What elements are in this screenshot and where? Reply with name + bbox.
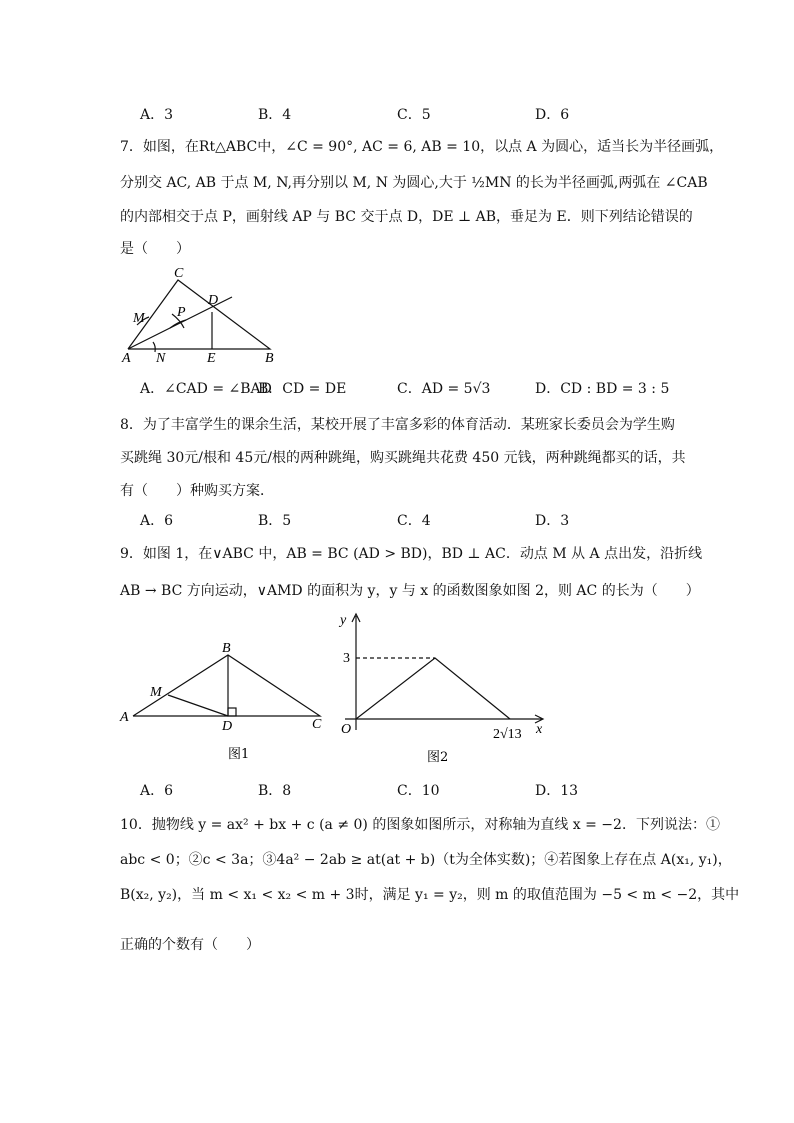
q8-option-d: D．3	[535, 513, 570, 529]
q6-option-c: C．5	[397, 107, 431, 123]
q8-line: 买跳绳 30元/根和 45元/根的两种跳绳，购买跳绳共花费 450 元钱，两种跳绳都买的话，共	[120, 450, 686, 466]
q10-line: 正确的个数有（ ）	[120, 937, 260, 953]
q9-line: 9．如图 1，在∨ABC 中，AB = BC (AD > BD)，BD ⊥ AC．动点 M 从 A 点出发，沿折线	[120, 546, 703, 562]
fig2-label-2root13: 2√13	[493, 727, 522, 742]
fig1-label-d: D	[222, 719, 233, 734]
q7-option-c: C．AD = 5√3	[397, 381, 491, 397]
q7-line: 7．如图，在Rt△ABC中，∠C = 90°, AC = 6, AB = 10，以点 A 为圆心，适当长为半径画弧，	[120, 139, 724, 155]
q8-option-a: A．6	[140, 513, 174, 529]
q8-option-b: B．5	[258, 513, 292, 529]
q8-line: 有（ ）种购买方案．	[120, 483, 274, 499]
q7-line: 是（ ）	[120, 241, 190, 257]
label-n: N	[156, 351, 166, 366]
q7-option-a: A．∠CAD = ∠BAD	[140, 381, 272, 397]
q7-option-b: B．CD = DE	[258, 381, 347, 397]
q10-line: abc < 0；②c < 3a；③4a² − 2ab ≥ at(at + b)（t为全体实数)；④若图象上存在点 A(x₁, y₁)，	[120, 852, 732, 868]
q9-line: AB → BC 方向运动，∨AMD 的面积为 y，y 与 x 的函数图象如图 2，则 AC 的长为（ ）	[120, 583, 700, 599]
label-p: P	[177, 305, 186, 320]
fig1-label-c: C	[312, 717, 322, 732]
label-a: A	[122, 351, 131, 366]
q7-line: 分别交 AC, AB 于点 M, N,再分别以 M, N 为圆心,大于 ½MN 的长为半径画弧,两弧在 ∠CAB	[120, 175, 708, 191]
fig2-label-3: 3	[343, 651, 350, 666]
q7-option-d: D．CD : BD = 3 : 5	[535, 381, 670, 397]
label-b: B	[265, 351, 274, 366]
q9-option-c: C．10	[397, 783, 440, 799]
q6-option-a: A．3	[140, 107, 174, 123]
fig2-label-y: y	[340, 613, 347, 628]
q6-option-b: B．4	[258, 107, 292, 123]
fig1-caption: 图1	[228, 747, 250, 762]
fig2-label-o: O	[341, 722, 352, 737]
q8-option-c: C．4	[397, 513, 431, 529]
q9-option-d: D．13	[535, 783, 579, 799]
fig2-label-x: x	[536, 722, 543, 737]
fig1-label-m: M	[150, 685, 162, 700]
q7-triangle-figure	[128, 280, 270, 352]
fig1-label-b: B	[222, 641, 231, 656]
q6-option-d: D．6	[535, 107, 570, 123]
q7-line: 的内部相交于点 P，画射线 AP 与 BC 交于点 D，DE ⊥ AB，垂足为 E．则下列结论错误的	[120, 209, 693, 225]
fig1-label-a: A	[120, 710, 129, 725]
q10-line: 10．抛物线 y = ax² + bx + c (a ≠ 0) 的图象如图所示，对称轴为直线 x = −2．下列说法：①	[120, 817, 720, 833]
q8-line: 8．为了丰富学生的课余生活，某校开展了丰富多彩的体育活动．某班家长委员会为学生购	[120, 417, 675, 433]
label-d: D	[208, 293, 219, 308]
label-e: E	[207, 351, 216, 366]
q9-option-b: B．8	[258, 783, 292, 799]
fig2-caption: 图2	[427, 750, 449, 765]
q9-figure-2	[345, 614, 543, 730]
q9-option-a: A．6	[140, 783, 174, 799]
q10-line: B(x₂, y₂)，当 m < x₁ < x₂ < m + 3时，满足 y₁ = y₂，则 m 的取值范围为 −5 < m < −2，其中	[120, 887, 740, 903]
label-m: M	[133, 311, 145, 326]
label-c: C	[174, 266, 184, 281]
